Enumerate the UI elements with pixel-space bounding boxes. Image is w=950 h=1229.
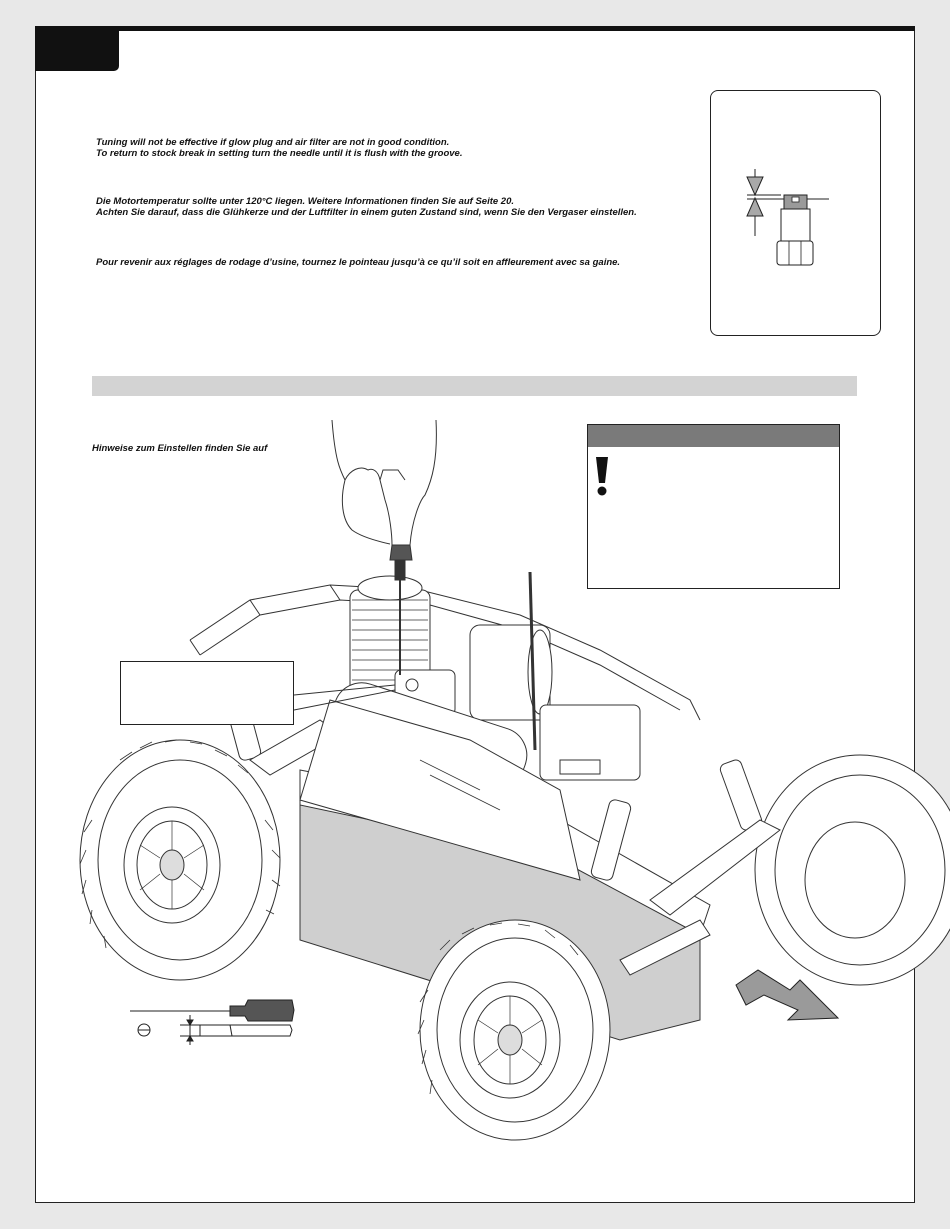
flathead-screwdriver-icon xyxy=(130,1000,294,1045)
english-text-line-1: Tuning will not be effective if glow plug and air filter are not in good condition. xyxy=(96,137,450,148)
german-text-line-2: Achten Sie darauf, dass die Glühkerze und der Luftfilter in einem guten Zustand sind, wenn Sie den Vergaser einstellen. xyxy=(96,207,637,218)
adjust-reference-note: Hinweise zum Einstellen finden Sie auf xyxy=(92,443,268,454)
english-text-line-2: To return to stock break in setting turn the needle until it is flush with the groove. xyxy=(96,148,463,159)
callout-box xyxy=(120,661,294,725)
german-text-line-1: Die Motortemperatur sollte unter 120°C liegen. Weitere Informationen finden Sie auf Seite 20. xyxy=(96,196,515,207)
french-text-line-1: Pour revenir aux réglages de rodage d’usine, tournez le pointeau jusqu’à ce qu’il soit en affleurement avec sa gaine. xyxy=(96,257,621,268)
